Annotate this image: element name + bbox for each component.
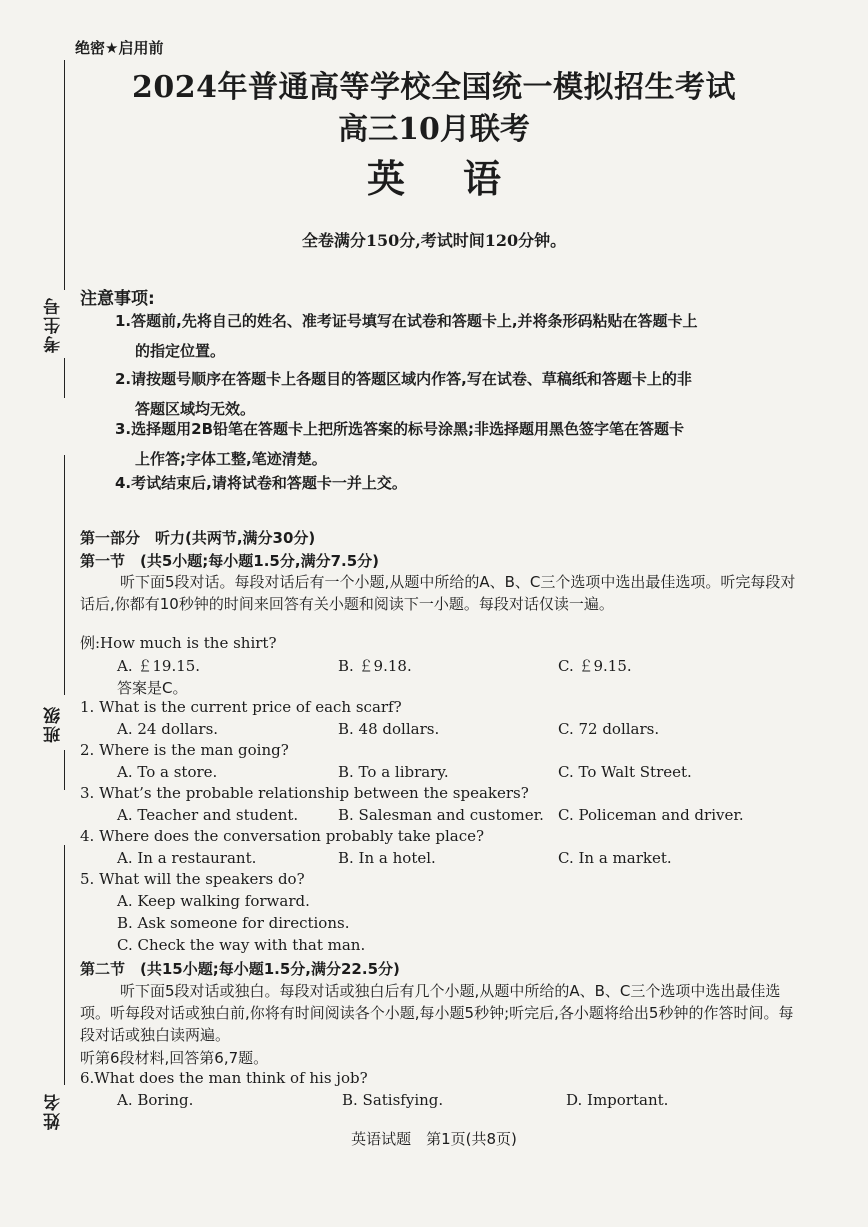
name-line (64, 845, 65, 1085)
exam-title: 2024年普通高等学校全国统一模拟招生考试 (132, 70, 736, 105)
q5-option-c: C. Check the way with that man. (117, 936, 366, 954)
q1-option-c: C. 72 dollars. (558, 720, 660, 738)
question-6: 6.What does the man think of his job? (80, 1069, 368, 1087)
q1-option-b: B. 48 dollars. (338, 720, 440, 738)
q2-option-b: B. To a library. (338, 763, 449, 781)
notice-text: 1.答题前,先将自己的姓名、准考证号填写在试卷和答题卡上,并将条形码粘贴在答题卡上 (115, 312, 698, 330)
example-option-a: A. ￡19.15. (117, 657, 201, 675)
notice-text: 3.选择题用2B铅笔在答题卡上把所选答案的标号涂黑;非选择题用黑色签字笔在答题卡 (115, 420, 685, 438)
question-5: 5. What will the speakers do? (80, 870, 305, 888)
notice-text-cont: 的指定位置。 (135, 342, 226, 360)
section1-title: 第一节 (共5小题;每小题1.5分,满分7.5分) (80, 552, 379, 570)
q6-option-b: B. Satisfying. (342, 1091, 444, 1109)
q4-option-c: C. In a market. (558, 849, 672, 867)
notice-text: 4.考试结束后,请将试卷和答题卡一并上交。 (115, 474, 407, 492)
notice-text-cont: 上作答;字体工整,笔迹清楚。 (135, 450, 327, 468)
section2-instructions: 听下面5段对话或独白。每段对话或独白后有几个小题,从题中所给的A、B、C三个选项中选出最佳选项。听每段对话或独白前,你将有时间阅读各个小题,每小题5秒钟;听完后,各小题将给出5秒钟的作答时间。每段对话或独白读两遍。 (80, 982, 794, 1044)
score-time-line: 全卷满分150分,考试时间120分钟。 (301, 231, 567, 250)
question-3: 3. What’s the probable relationship between the speakers? (80, 784, 529, 802)
confidential-mark: 绝密★启用前 (75, 39, 164, 57)
section2-title: 第二节 (共15小题;每小题1.5分,满分22.5分) (80, 960, 400, 978)
class-label: 班级 (44, 705, 64, 743)
page-footer: 英语试题 第1页(共8页) (351, 1130, 517, 1148)
exam-number-line-lower (64, 358, 65, 398)
class-line (64, 455, 65, 695)
material-instruction: 听第6段材料,回答第6,7题。 (80, 1049, 269, 1067)
notice-heading: 注意事项: (80, 289, 155, 309)
question-4: 4. Where does the conversation probably take place? (80, 827, 485, 845)
q4-option-a: A. In a restaurant. (117, 849, 257, 867)
example-answer: 答案是C。 (117, 679, 188, 697)
notice-item-3 (115, 414, 805, 474)
q6-option-d: D. Important. (566, 1091, 669, 1109)
notice-item-1 (115, 306, 805, 366)
example-question: 例:How much is the shirt? (80, 634, 277, 652)
subject-title: 英语 (366, 157, 559, 201)
name-label: 姓名 (44, 1092, 64, 1130)
notice-text: 2.请按题号顺序在答题卡上各题目的答题区域内作答,写在试卷、草稿纸和答题卡上的非 (115, 370, 692, 388)
notice-item-4 (115, 468, 805, 498)
q2-option-a: A. To a store. (117, 763, 218, 781)
q1-option-a: A. 24 dollars. (117, 720, 219, 738)
q6-option-a: A. Boring. (117, 1091, 194, 1109)
exam-number-label: 考生号 (44, 296, 64, 353)
q5-option-b: B. Ask someone for directions. (117, 914, 350, 932)
q4-option-b: B. In a hotel. (338, 849, 436, 867)
notice-text-cont: 答题区域均无效。 (135, 400, 256, 418)
question-2: 2. Where is the man going? (80, 741, 289, 759)
question-1: 1. What is the current price of each scarf? (80, 698, 402, 716)
q3-option-c: C. Policeman and driver. (558, 806, 744, 824)
part1-title: 第一部分 听力(共两节,满分30分) (80, 529, 316, 547)
example-option-b: B. ￡9.18. (338, 657, 412, 675)
section1-instructions: 听下面5段对话。每段对话后有一个小题,从题中所给的A、B、C三个选项中选出最佳选项。听完每段对话后,你都有10秒钟的时间来回答有关小题和阅读下一小题。每段对话仅读一遍。 (80, 573, 796, 613)
q5-option-a: A. Keep walking forward. (117, 892, 310, 910)
example-option-c: C. ￡9.15. (558, 657, 632, 675)
class-line-lower (64, 750, 65, 790)
q3-option-a: A. Teacher and student. (117, 806, 299, 824)
q2-option-c: C. To Walt Street. (558, 763, 692, 781)
exam-subtitle: 高三10月联考 (338, 112, 530, 147)
q3-option-b: B. Salesman and customer. (338, 806, 544, 824)
